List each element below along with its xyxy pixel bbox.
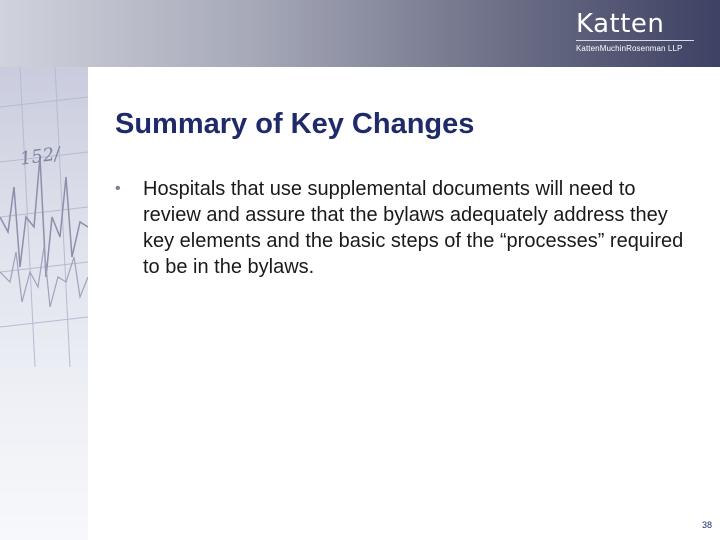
bullet-list (115, 176, 695, 280)
decorative-side-image (0, 67, 88, 540)
logo-wordmark: Katten (576, 9, 665, 39)
logo-firm-name: KattenMuchinRosenman LLP (576, 44, 683, 53)
bullet-marker: • (115, 180, 121, 197)
logo-divider (576, 40, 694, 41)
header-bar (0, 0, 720, 67)
bullet-item (115, 176, 695, 280)
bullet-text: Hospitals that use supplemental documents will need to review and assure that the bylaws adequately address they key elements and the basic steps of the “processes” required to be in the bylaws. (143, 178, 684, 278)
ecg-chart-illustration (0, 67, 88, 540)
company-logo (576, 9, 696, 53)
page-number: 38 (701, 520, 712, 530)
handwriting-annotation: 152/ (18, 143, 62, 170)
slide-title: Summary of Key Changes (115, 108, 475, 140)
